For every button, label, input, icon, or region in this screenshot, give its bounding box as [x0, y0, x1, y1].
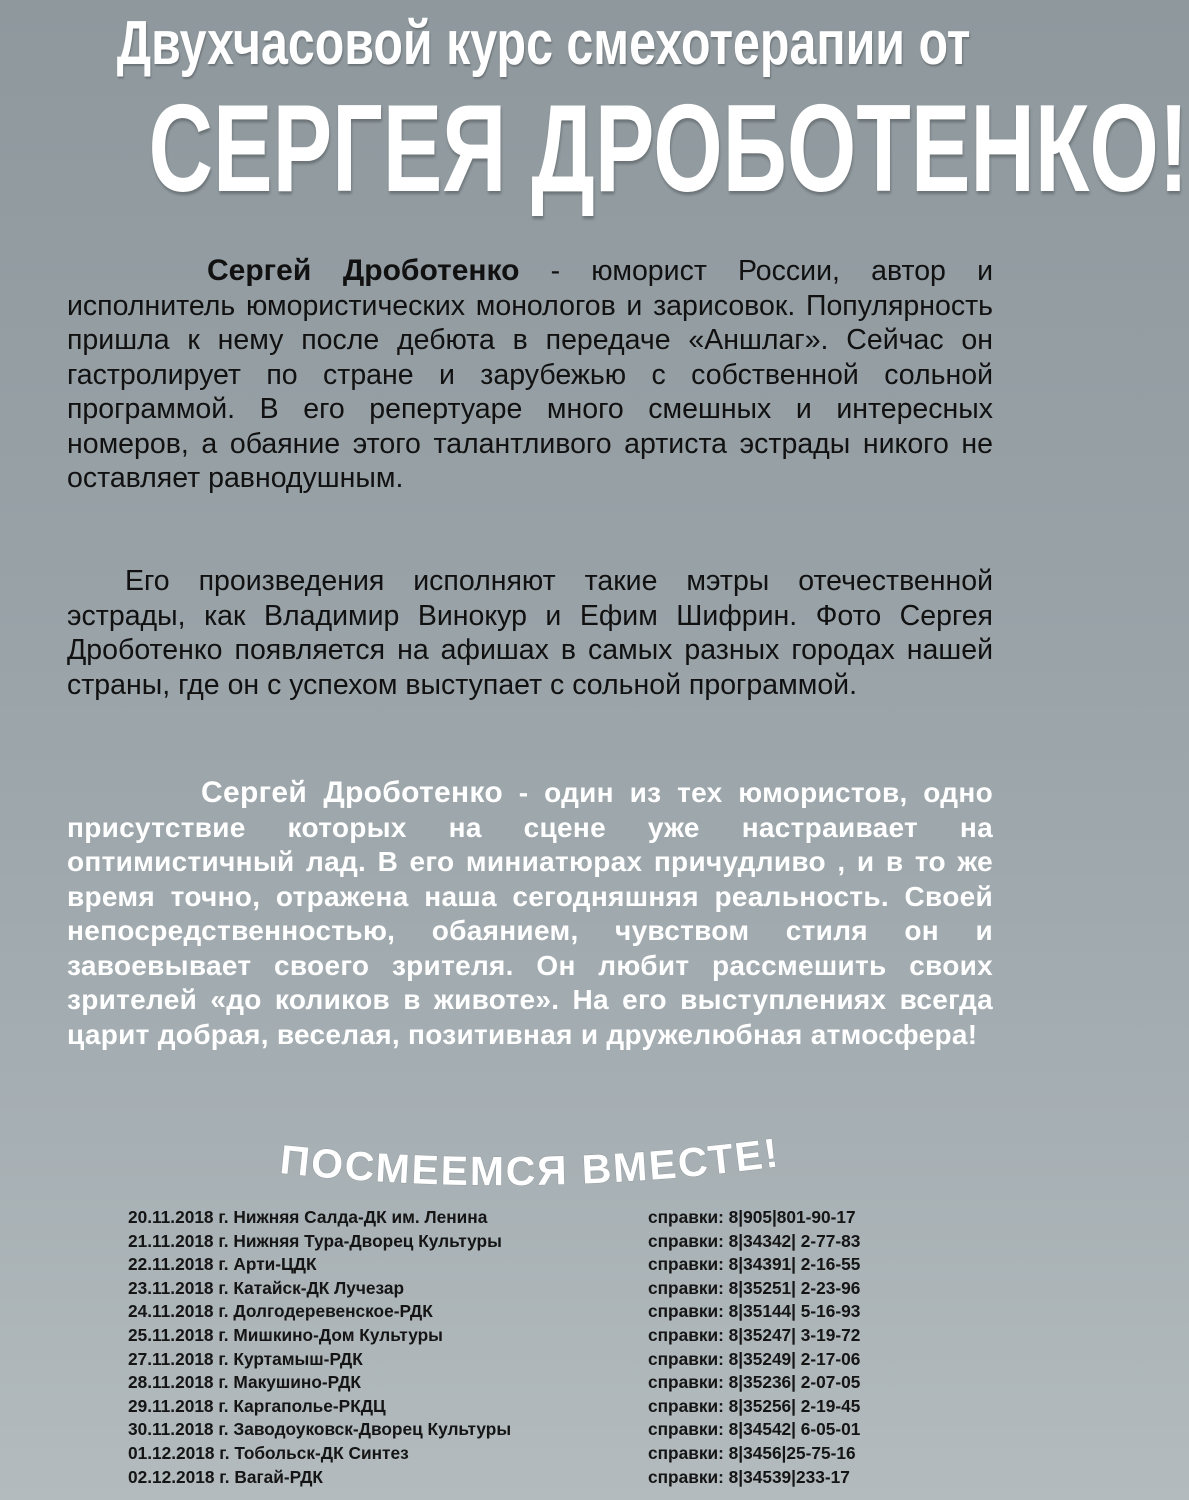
schedule-row — [128, 1348, 928, 1372]
slogan-text: ПОСМЕЕМСЯ ВМЕСТЕ! — [277, 1129, 783, 1195]
schedule-row — [128, 1395, 928, 1419]
bio-paragraph-1 — [67, 254, 993, 496]
schedule-phone: справки: 8|905|801-90-17 — [648, 1207, 856, 1227]
schedule-row — [128, 1418, 928, 1442]
schedule-event: 27.11.2018 г. Куртамыш-РДК — [128, 1348, 363, 1369]
schedule-event: 02.12.2018 г. Вагай-РДК — [128, 1466, 323, 1487]
schedule-phone: справки: 8|34342| 2-77-83 — [648, 1230, 861, 1251]
bio-text: - юморист России, автор и исполнитель юмористических монологов и зарисовок. Популярность пришла к нему после дебюта в передаче «Аншлаг». Сейчас он гастролирует по стране и зарубежью с собственной сольной программой. В его репертуаре много смешных и интересных номеров, а обаяние этого талантливого артиста эстрады никого не оставляет равнодушным. — [67, 255, 993, 494]
schedule-phone: справки: 8|35249| 2-17-06 — [648, 1348, 861, 1369]
schedule-row — [128, 1206, 928, 1230]
schedule-event: 29.11.2018 г. Каргаполье-РКДЦ — [128, 1395, 386, 1416]
schedule-event: 22.11.2018 г. Арти-ЦДК — [128, 1254, 317, 1275]
schedule-row — [128, 1230, 928, 1254]
bio-text: Его произведения исполняют такие мэтры отечественной эстрады, как Владимир Винокур и Ефим Шифрин. Фото Сергея Дроботенко появляется на афишах в самых разных городах нашей страны, где он с успехом выступает с сольной программой. — [67, 565, 993, 701]
poster-title-name: СЕРГЕЯ ДРОБОТЕНКО! — [148, 80, 1189, 218]
schedule-row — [128, 1442, 928, 1466]
schedule-row — [128, 1277, 928, 1301]
poster-title-line1: Двухчасовой курс смехотерапии от — [116, 9, 971, 78]
schedule-phone: справки: 8|34539|233-17 — [648, 1466, 850, 1487]
schedule-row — [128, 1253, 928, 1277]
svg-text:ПОСМЕЕМСЯ ВМЕСТЕ! — [278, 1129, 782, 1194]
schedule-phone: справки: 8|35144| 5-16-93 — [648, 1301, 861, 1322]
schedule-event: 24.11.2018 г. Долгодеревенское-РДК — [128, 1301, 433, 1322]
bio-paragraph-3 — [67, 776, 993, 1052]
schedule-row — [128, 1371, 928, 1395]
schedule-row — [128, 1324, 928, 1348]
schedule-event: 20.11.2018 г. Нижняя Салда-ДК им. Ленина — [128, 1207, 488, 1227]
schedule-phone: справки: 8|35256| 2-19-45 — [648, 1395, 861, 1416]
schedule-row — [128, 1466, 928, 1490]
schedule-event: 23.11.2018 г. Катайск-ДК Лучезар — [128, 1277, 405, 1298]
schedule-row — [128, 1300, 928, 1324]
schedule-event: 25.11.2018 г. Мишкино-Дом Культуры — [128, 1324, 443, 1345]
schedule-event: 28.11.2018 г. Макушино-РДК — [128, 1372, 361, 1393]
schedule-phone: справки: 8|34391| 2-16-55 — [648, 1254, 861, 1275]
schedule-phone: справки: 8|35247| 3-19-72 — [648, 1324, 861, 1345]
schedule-phone: справки: 8|34542| 6-05-01 — [648, 1419, 861, 1440]
schedule-event: 01.12.2018 г. Тобольск-ДК Синтез — [128, 1442, 409, 1463]
slogan-banner — [0, 1125, 1061, 1205]
slogan-arc — [0, 1125, 1061, 1205]
schedule-phone: справки: 8|35236| 2-07-05 — [648, 1372, 861, 1393]
bio-lead-name: Сергей Дроботенко — [207, 254, 520, 287]
tour-schedule — [128, 1206, 928, 1489]
schedule-phone: справки: 8|35251| 2-23-96 — [648, 1277, 861, 1298]
schedule-event: 30.11.2018 г. Заводоуковск-Дворец Культуры — [128, 1419, 512, 1440]
schedule-phone: справки: 8|3456|25-75-16 — [648, 1442, 856, 1463]
bio-paragraph-2 — [67, 564, 993, 702]
bio-lead-name: Сергей Дроботенко — [201, 776, 503, 809]
bio-text: - один из тех юмористов, одно присутствие которых на сцене уже настраивает на оптимистичный лад. В его миниатюрах причудливо , и в то же время точно, отражена наша сегодняшняя реальность. Своей непосредственностью, обаянием, чувством стиля он и завоевывает своего зрителя. Он любит рассмешить своих зрителей «до коликов в животе». На его выступлениях всегда царит добрая, веселая, позитивная и дружелюбная атмосфера! — [67, 777, 993, 1050]
schedule-event: 21.11.2018 г. Нижняя Тура-Дворец Культуры — [128, 1230, 502, 1251]
